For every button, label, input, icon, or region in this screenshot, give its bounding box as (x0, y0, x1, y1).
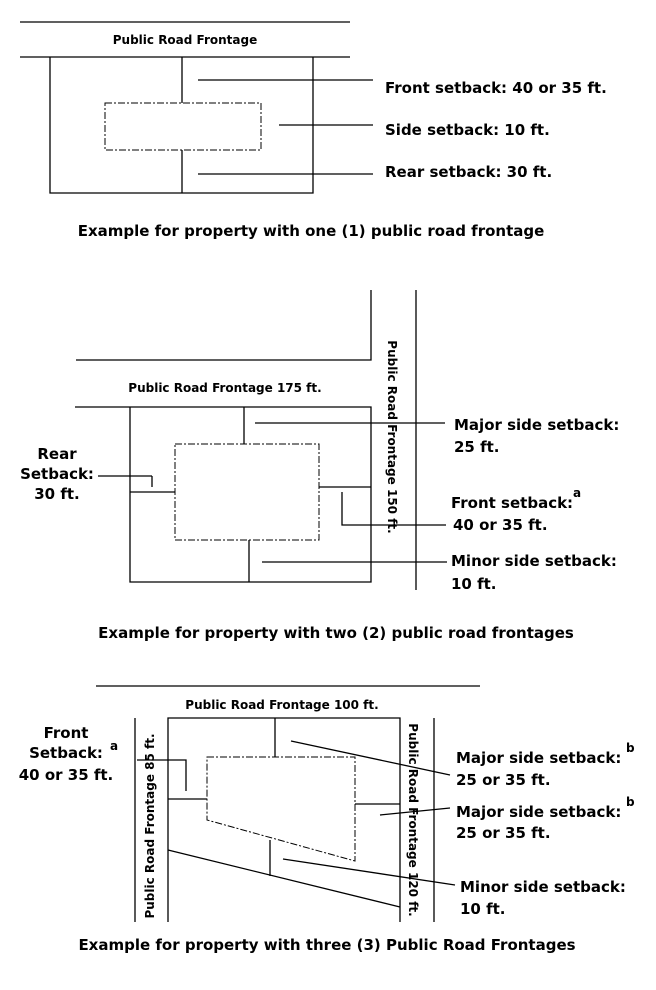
front-setback-label: Front (43, 724, 89, 742)
building-footprint (105, 103, 261, 150)
minor-side-setback-label: 10 ft. (451, 575, 497, 593)
major-side-setback-label: 25 or 35 ft. (456, 771, 551, 789)
front-setback-label: 40 or 35 ft. (18, 766, 114, 784)
minor-side-setback-label: Minor side setback: (451, 552, 617, 570)
front-setback-label: Setback: (29, 744, 103, 762)
major-side-setback-label: Major side setback: (456, 803, 622, 821)
diagram-caption: Example for property with two (2) public road frontages (98, 624, 574, 642)
rear-setback-label: 30 ft. (34, 485, 80, 503)
road-frontage-right-label: Public Road Frontage 120 ft. (406, 723, 420, 917)
minor-side-setback-label: 10 ft. (460, 900, 506, 918)
major-side-leader-line (291, 741, 450, 775)
road-edge-line (76, 290, 371, 360)
diagram-caption: Example for property with three (3) Public Road Frontages (78, 936, 576, 954)
major-side-setback-label: Major side setback: (456, 749, 622, 767)
front-setback-label: 40 or 35 ft. (453, 516, 548, 534)
rear-setback-label: Rear setback: 30 ft. (385, 163, 553, 181)
rear-setback-label: Rear (37, 445, 77, 463)
road-frontage-left-label: Public Road Frontage 85 ft. (143, 733, 157, 919)
property-boundary (75, 407, 371, 582)
minor-side-setback-label: Minor side setback: (460, 878, 626, 896)
building-footprint (175, 444, 319, 540)
rear-setback-label: Setback: (20, 465, 94, 483)
diagram-three-frontages (19, 686, 635, 954)
road-frontage-top-label: Public Road Frontage 175 ft. (128, 381, 322, 395)
side-setback-label: Side setback: 10 ft. (385, 121, 550, 139)
diagram-one-frontage (20, 22, 607, 240)
footnote-marker: b (626, 741, 635, 755)
road-frontage-label: Public Road Frontage (112, 33, 258, 47)
footnote-marker: a (110, 739, 119, 753)
front-setback-label: Front setback: (451, 494, 574, 512)
building-footprint (207, 757, 355, 861)
major-side-setback-label: Major side setback: (454, 416, 620, 434)
footnote-marker: a (573, 486, 582, 500)
property-boundary (168, 718, 400, 922)
diagram-caption: Example for property with one (1) public road frontage (77, 222, 545, 240)
road-frontage-right-label: Public Road Frontage 150 ft. (385, 340, 399, 534)
diagram-two-frontages (20, 290, 619, 642)
footnote-marker: b (626, 795, 635, 809)
road-frontage-top-label: Public Road Frontage 100 ft. (185, 698, 379, 712)
minor-side-leader-line (283, 859, 455, 885)
major-side-setback-label: 25 ft. (454, 438, 500, 456)
front-setback-label: Front setback: 40 or 35 ft. (385, 79, 607, 97)
major-side-setback-label: 25 or 35 ft. (456, 824, 551, 842)
